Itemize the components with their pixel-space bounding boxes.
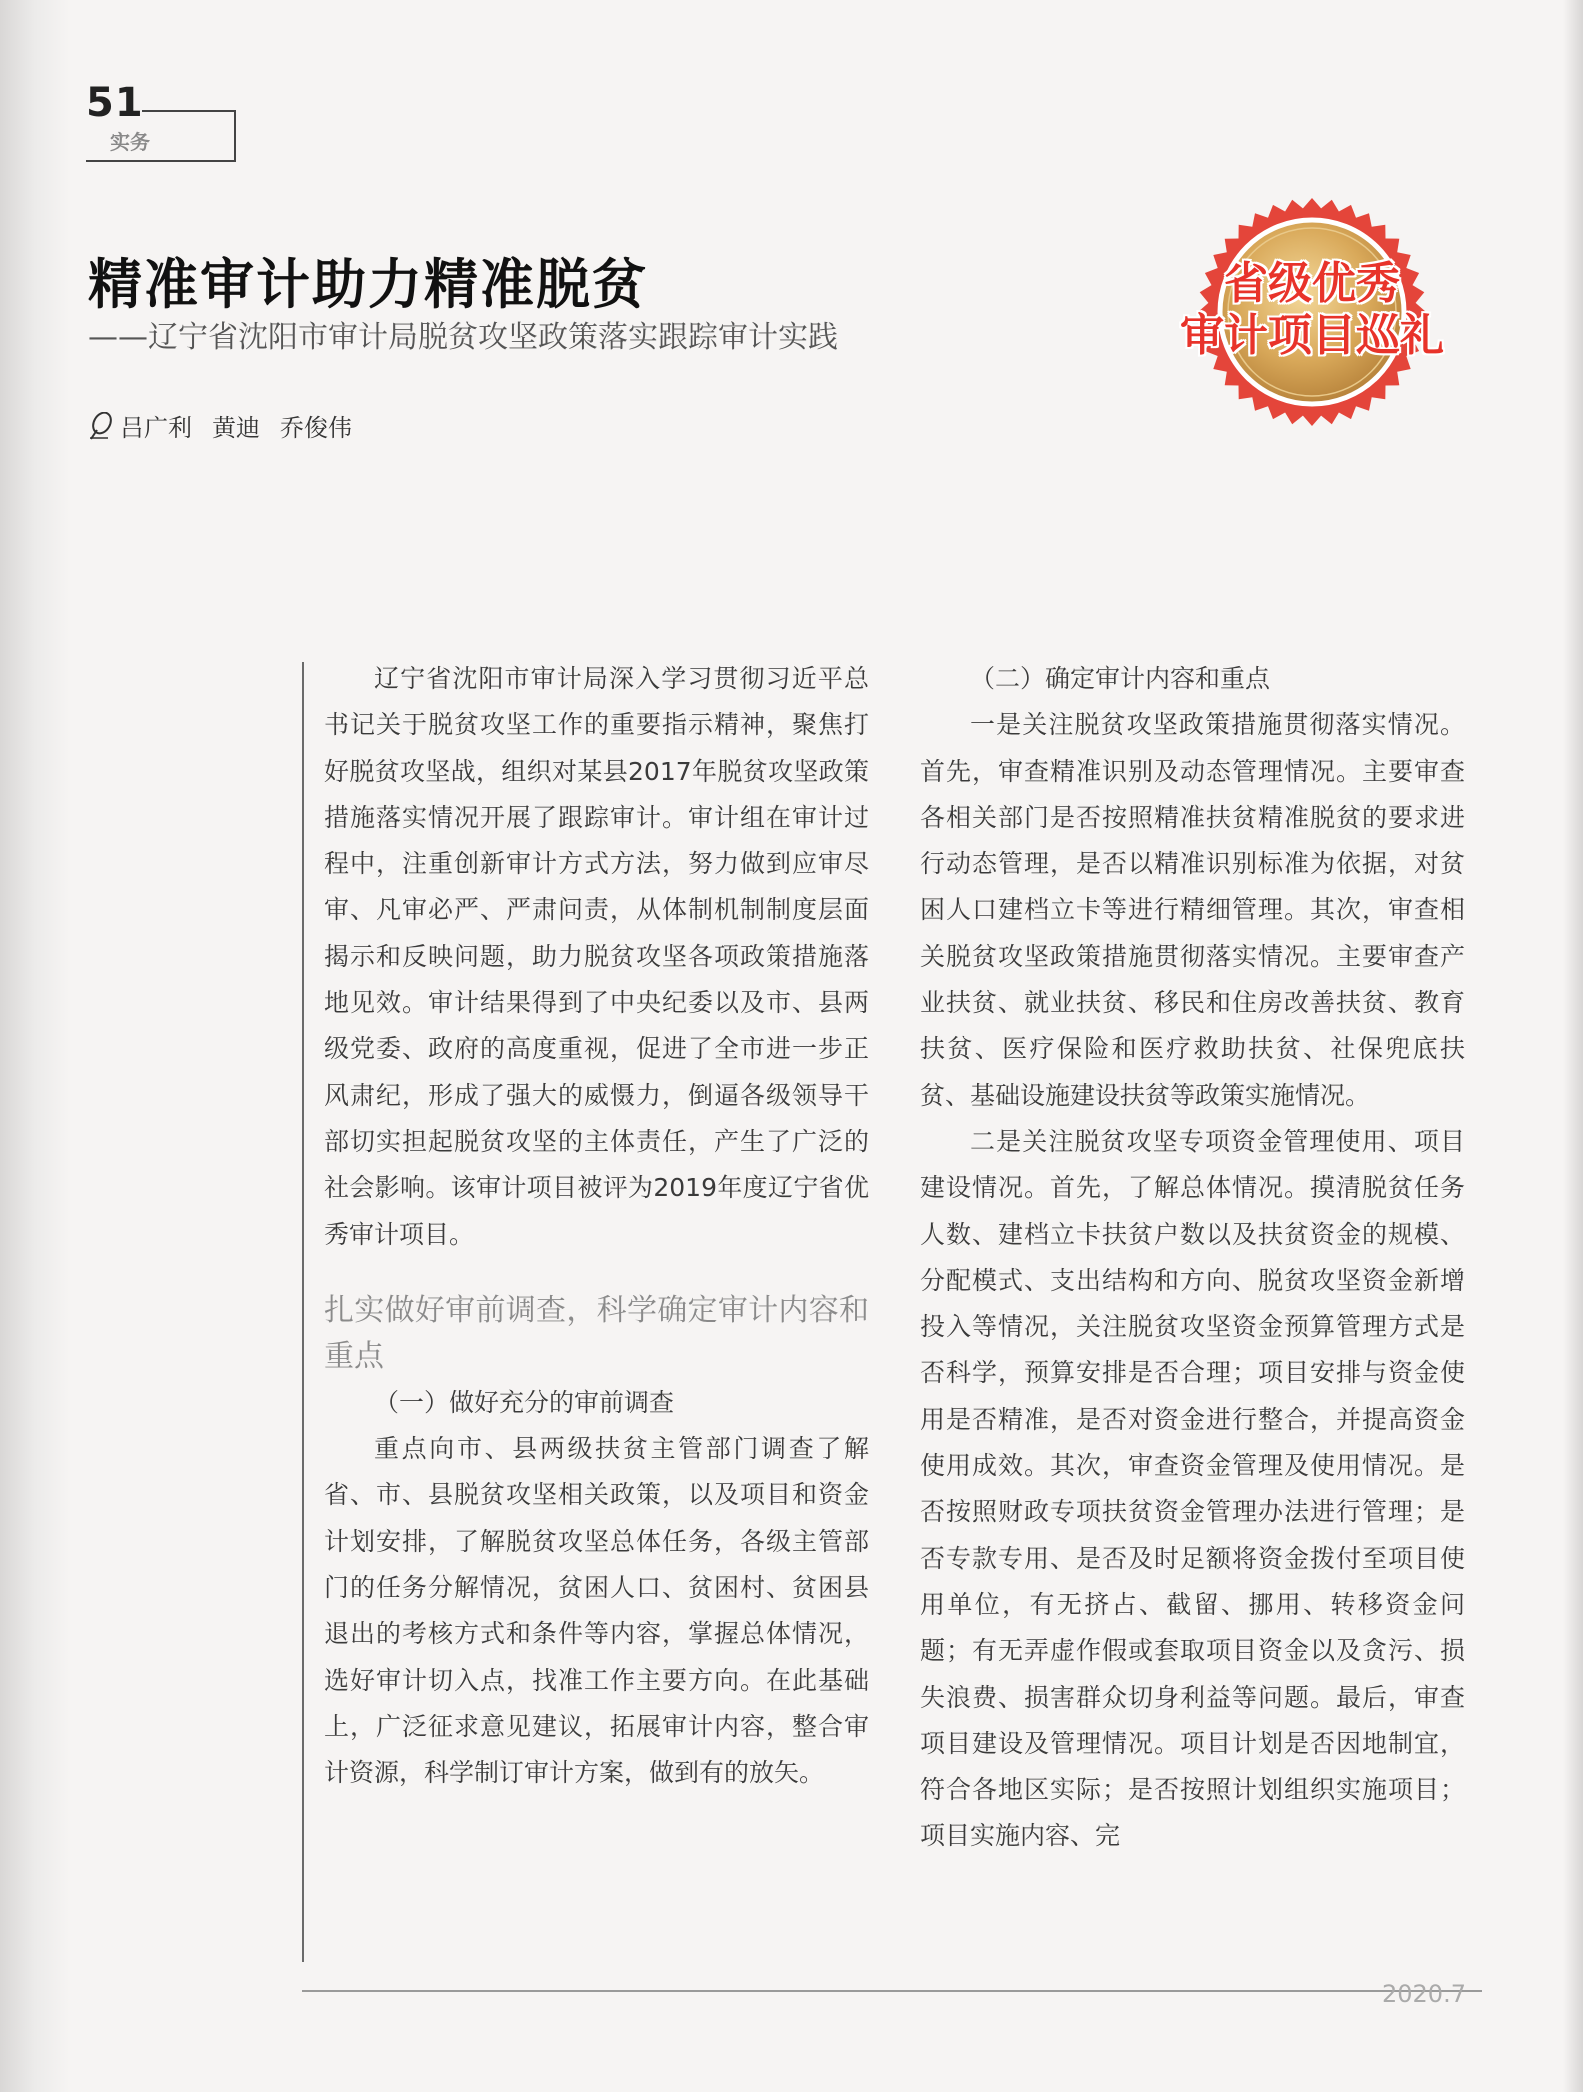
article-title: 精准审计助力精准脱贫 bbox=[88, 253, 648, 316]
sub-heading: （二）确定审计内容和重点 bbox=[970, 664, 1271, 693]
left-column bbox=[324, 656, 869, 1797]
author-name: 黄迪 bbox=[212, 414, 260, 442]
pen-icon bbox=[88, 412, 114, 446]
article-authors bbox=[88, 408, 352, 446]
body-paragraph: 二是关注脱贫攻坚专项资金管理使用、项目建设情况。首先，了解总体情况。摸清脱贫任务人数、建档立卡扶贫户数以及扶贫资金的规模、分配模式、支出结构和方向、脱贫攻坚资金新增投入等情况，关注脱贫攻坚资金预算管理方式是否科学，预算安排是否合理；项目安排与资金使用是否精准，是否对资金进行整合，并提高资金使用成效。其次，审查资金管理及使用情况。是否按照财政专项扶贫资金管理办法进行管理；是否专款专用、是否及时足额将资金拨付至项目使用单位，有无挤占、截留、挪用、转移资金问题；有无弄虚作假或套取项目资金以及贪污、损失浪费、损害群众切身利益等问题。最后，审查项目建设及管理情况。项目计划是否因地制宜，符合各地区实际；是否按照计划组织实施项目；项目实施内容、完 bbox=[920, 1126, 1465, 1851]
column-rule bbox=[302, 662, 304, 1962]
sub-heading: （一）做好充分的审前调查 bbox=[374, 1387, 675, 1417]
page-number-rule bbox=[142, 110, 236, 112]
author-name: 吕广利 bbox=[120, 414, 192, 442]
author-name: 乔俊伟 bbox=[280, 414, 352, 442]
page-gutter-shadow bbox=[0, 0, 70, 2092]
body-paragraph: 重点向市、县两级扶贫主管部门调查了解省、市、县脱贫攻坚相关政策，以及项目和资金计划安排，了解脱贫攻坚总体任务，各级主管部门的任务分解情况，贫困人口、贫困村、贫困县退出的考核方式和条件等内容，掌握总体情况，选好审计切入点，找准工作主要方向。在此基础上，广泛征求意见建议，拓展审计内容，整合审计资源，科学制订审计方案，做到有的放矢。 bbox=[324, 1434, 869, 1788]
badge-line-1: 省级优秀 bbox=[1224, 258, 1400, 309]
page-edge-shadow bbox=[1563, 0, 1583, 2092]
page-number-block bbox=[86, 80, 186, 164]
intro-paragraph: 辽宁省沈阳市审计局深入学习贯彻习近平总书记关于脱贫攻坚工作的重要指示精神，聚焦打好脱贫攻坚战，组织对某县2017年脱贫攻坚政策措施落实情况开展了跟踪审计。审计组在审计过程中，注重创新审计方式方法，努力做到应审尽审、凡审必严、严肃问责，从体制机制制度层面揭示和反映问题，助力脱贫攻坚各项政策措施落地见效。审计结果得到了中央纪委以及市、县两级党委、政府的高度重视，促进了全市进一步正风肃纪，形成了强大的威慑力，倒逼各级领导干部切实担起脱贫攻坚的主体责任，产生了广泛的社会影响。该审计项目被评为2019年度辽宁省优秀审计项目。 bbox=[324, 664, 869, 1249]
badge-text bbox=[1176, 258, 1448, 362]
section-label: 实务 bbox=[110, 130, 150, 154]
badge-line-2: 审计项目巡礼 bbox=[1180, 310, 1444, 361]
right-column bbox=[920, 656, 1465, 1860]
issue-date: 2020.7 bbox=[1382, 1980, 1466, 2008]
page-number: 51 bbox=[86, 80, 144, 126]
body-paragraph: 一是关注脱贫攻坚政策措施贯彻落实情况。首先，审查精准识别及动态管理情况。主要审查各相关部门是否按照精准扶贫精准脱贫的要求进行动态管理，是否以精准识别标准为依据，对贫困人口建档立卡等进行精细管理。其次，审查相关脱贫攻坚政策措施贯彻落实情况。主要审查产业扶贫、就业扶贫、移民和住房改善扶贫、教育扶贫、医疗保险和医疗救助扶贫、社保兜底扶贫、基础设施建设扶贫等政策实施情况。 bbox=[920, 710, 1465, 1110]
award-badge bbox=[1180, 196, 1444, 428]
page-number-rule bbox=[86, 160, 236, 162]
section-heading: 扎实做好审前调查，科学确定审计内容和重点 bbox=[324, 1292, 869, 1374]
page-number-rule bbox=[234, 110, 236, 162]
article-subtitle: ——辽宁省沈阳市审计局脱贫攻坚政策落实跟踪审计实践 bbox=[88, 320, 838, 355]
footer-rule bbox=[302, 1990, 1482, 1992]
